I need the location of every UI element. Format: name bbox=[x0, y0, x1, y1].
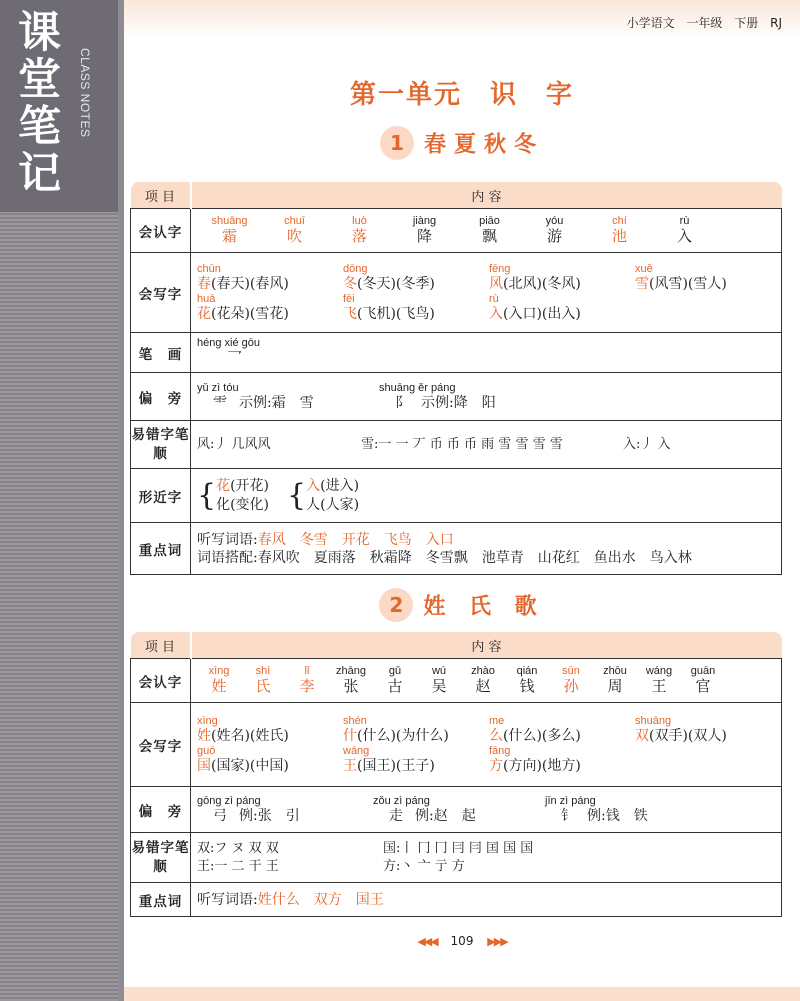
bottom-bar bbox=[124, 987, 800, 1001]
row-label: 笔 画 bbox=[131, 333, 191, 373]
char-pinyin: piāo bbox=[479, 215, 500, 227]
bihua-stroke: 乛 bbox=[227, 349, 243, 367]
write-words: (风雪)(雪人) bbox=[649, 275, 727, 292]
char-pinyin: rù bbox=[679, 215, 690, 227]
header-item: 项 目 bbox=[131, 182, 191, 209]
write-hanzi: 双 bbox=[635, 727, 649, 744]
write-line bbox=[489, 757, 635, 775]
similar-char: 化 bbox=[216, 496, 231, 513]
char-item bbox=[373, 665, 417, 696]
t2-pianpang bbox=[191, 787, 782, 833]
write-item bbox=[489, 715, 635, 745]
sidebar-stripes bbox=[0, 212, 118, 1001]
char-hanzi: 霜 bbox=[221, 227, 237, 245]
char-pinyin: shì bbox=[255, 665, 271, 677]
radical-example: 示例:霜 雪 bbox=[239, 394, 314, 411]
char-hanzi: 周 bbox=[607, 677, 623, 695]
stroke-order: 方:丶 亠 亍 方 bbox=[383, 858, 465, 874]
row-label: 重点词 bbox=[131, 523, 191, 575]
stroke-order-line bbox=[197, 840, 775, 858]
write-item bbox=[489, 263, 635, 293]
t1-xiezi bbox=[191, 253, 782, 333]
brace-icon: { bbox=[287, 477, 307, 513]
stroke-order: 王:一 二 干 王 bbox=[197, 858, 279, 874]
lesson-1-name: 春夏秋冬 bbox=[423, 132, 544, 158]
radical-char: 走 bbox=[389, 807, 403, 824]
write-pinyin: rù bbox=[489, 292, 499, 305]
write-pinyin: xìng bbox=[197, 714, 218, 727]
char-pinyin: guān bbox=[690, 665, 716, 677]
char-hanzi: 飘 bbox=[481, 227, 497, 245]
header-grade: 一年级 bbox=[686, 16, 723, 30]
header-volume: 下册 bbox=[734, 16, 759, 30]
dictation-word: 姓什么 bbox=[257, 891, 300, 908]
write-words: (国家)(中国) bbox=[211, 757, 289, 774]
char-item bbox=[262, 215, 327, 246]
char-item bbox=[329, 665, 373, 696]
sidebar-title: 课堂笔记 bbox=[18, 8, 61, 199]
char-item bbox=[241, 665, 285, 696]
radical-char: 弓 bbox=[213, 807, 227, 824]
similar-line bbox=[216, 477, 269, 496]
radical-char: 钅 bbox=[561, 807, 575, 824]
char-hanzi: 官 bbox=[695, 677, 711, 695]
char-hanzi: 王 bbox=[651, 677, 667, 695]
row-label: 易错字笔顺 bbox=[131, 421, 191, 469]
radical-pinyin: gōng zì páng bbox=[197, 794, 261, 807]
radical-line bbox=[373, 807, 545, 825]
similar-line bbox=[306, 496, 359, 515]
write-hanzi: 春 bbox=[197, 275, 211, 292]
dictation-label: 听写词语: bbox=[197, 531, 258, 548]
write-pinyin: fēng bbox=[489, 262, 511, 275]
write-words: (双手)(双人) bbox=[649, 727, 727, 744]
write-item bbox=[635, 715, 775, 745]
write-hanzi: 姓 bbox=[197, 727, 211, 744]
char-pinyin: wáng bbox=[645, 665, 673, 677]
t2-bishun bbox=[191, 833, 782, 883]
char-pinyin: xìng bbox=[208, 665, 230, 677]
char-hanzi: 降 bbox=[416, 227, 432, 245]
char-hanzi: 游 bbox=[546, 227, 562, 245]
similar-char: 人 bbox=[306, 496, 321, 513]
radical-example: 例:钱 铁 bbox=[587, 807, 648, 824]
char-pinyin: gǔ bbox=[388, 665, 402, 677]
header-edition: RJ bbox=[770, 16, 782, 30]
write-hanzi: 风 bbox=[489, 275, 503, 292]
write-words: (国王)(王子) bbox=[357, 757, 435, 774]
unit-title: 第一单元 识 字 bbox=[349, 80, 574, 110]
t1-renzi bbox=[191, 209, 782, 253]
write-pinyin: me bbox=[489, 714, 505, 727]
char-item bbox=[505, 665, 549, 696]
brace-icon: { bbox=[197, 477, 217, 513]
radical-char: ⻗ bbox=[213, 394, 227, 411]
dictation-word: 春风 bbox=[257, 531, 286, 548]
similar-word: (开花) bbox=[230, 477, 270, 494]
char-item bbox=[392, 215, 457, 246]
write-line bbox=[197, 727, 343, 745]
char-hanzi: 李 bbox=[299, 677, 315, 695]
dictation-word: 双方 bbox=[313, 891, 342, 908]
write-line bbox=[635, 727, 775, 745]
write-line bbox=[489, 305, 635, 323]
char-pinyin: qián bbox=[516, 665, 538, 677]
char-hanzi: 吹 bbox=[286, 227, 302, 245]
char-pinyin: jiàng bbox=[412, 215, 437, 227]
stroke-order: 双:フ ヌ 双 双 bbox=[197, 840, 279, 856]
char-item bbox=[461, 665, 505, 696]
write-line bbox=[197, 305, 343, 323]
dictation-word: 国王 bbox=[355, 891, 384, 908]
dictation-label: 听写词语: bbox=[197, 891, 258, 908]
similar-pair bbox=[216, 477, 269, 515]
write-hanzi: 什 bbox=[343, 727, 357, 744]
radical-item bbox=[545, 795, 705, 825]
dictation-word: 入口 bbox=[425, 531, 454, 548]
char-item bbox=[549, 665, 593, 696]
char-item bbox=[593, 665, 637, 696]
header-content: 内 容 bbox=[191, 632, 782, 659]
prev-arrows-icon: ◀◀◀ bbox=[417, 935, 437, 948]
char-pinyin: luò bbox=[352, 215, 367, 227]
t1-bishun bbox=[191, 421, 782, 469]
dictation-word: 飞鸟 bbox=[383, 531, 412, 548]
write-pinyin: shuāng bbox=[635, 714, 672, 727]
sidebar bbox=[0, 0, 118, 1001]
t1-xingjin bbox=[191, 469, 782, 523]
char-item bbox=[417, 665, 461, 696]
write-hanzi: 入 bbox=[489, 305, 503, 322]
radical-pinyin: zǒu zì páng bbox=[373, 794, 430, 807]
write-line bbox=[343, 727, 489, 745]
radical-line bbox=[197, 807, 373, 825]
char-pinyin: chí bbox=[612, 215, 627, 227]
row-label: 易错字笔顺 bbox=[131, 833, 191, 883]
write-pinyin: chūn bbox=[197, 262, 221, 275]
row-label: 形近字 bbox=[131, 469, 191, 523]
similar-word: (变化) bbox=[230, 496, 270, 513]
radical-example: 例:赵 起 bbox=[415, 807, 476, 824]
write-words: (冬天)(冬季) bbox=[357, 275, 435, 292]
char-hanzi: 入 bbox=[676, 227, 692, 245]
char-item bbox=[652, 215, 717, 246]
write-hanzi: 么 bbox=[489, 727, 503, 744]
radical-line bbox=[545, 807, 705, 825]
write-item bbox=[489, 293, 635, 323]
write-hanzi: 王 bbox=[343, 757, 357, 774]
char-pinyin: zhōu bbox=[603, 665, 627, 677]
bihua-pinyin: héng xié gōu bbox=[197, 337, 260, 349]
write-hanzi: 雪 bbox=[635, 275, 649, 292]
write-item bbox=[197, 745, 343, 775]
char-hanzi: 赵 bbox=[475, 677, 491, 695]
page-footer bbox=[124, 934, 800, 948]
t1-zhongdian bbox=[191, 523, 782, 575]
write-words: (方向)(地方) bbox=[503, 757, 581, 774]
radical-item bbox=[373, 795, 545, 825]
stroke-order: 入:丿 入 bbox=[623, 436, 671, 452]
char-pinyin: chuī bbox=[284, 215, 305, 227]
write-pinyin: shén bbox=[343, 714, 367, 727]
row-label: 重点词 bbox=[131, 883, 191, 917]
stroke-order-line bbox=[197, 858, 775, 876]
write-pinyin: huā bbox=[197, 292, 216, 305]
char-pinyin: yóu bbox=[545, 215, 564, 227]
write-pinyin: wáng bbox=[343, 744, 370, 757]
write-line bbox=[489, 275, 635, 293]
similar-group bbox=[197, 477, 269, 515]
write-pinyin: guó bbox=[197, 744, 216, 757]
row-label: 会认字 bbox=[131, 209, 191, 253]
sidebar-subtitle: CLASS NOTES bbox=[78, 48, 92, 138]
write-words: (花朵)(雪花) bbox=[211, 305, 289, 322]
similar-group bbox=[287, 477, 359, 515]
char-hanzi: 孙 bbox=[563, 677, 579, 695]
write-line bbox=[343, 275, 489, 293]
similar-char: 花 bbox=[216, 477, 231, 494]
char-hanzi: 吴 bbox=[431, 677, 447, 695]
dictation-word: 冬雪 bbox=[299, 531, 328, 548]
write-item bbox=[197, 263, 343, 293]
stroke-order: 雪:一 一 丆 币 币 币 雨 雪 雪 雪 雪 bbox=[361, 436, 563, 452]
page bbox=[124, 0, 800, 1001]
lesson-2-title bbox=[124, 588, 800, 622]
similar-word: (进入) bbox=[320, 477, 360, 494]
similar-line bbox=[306, 477, 359, 496]
lesson-1-title bbox=[124, 126, 800, 160]
sidebar-title-block bbox=[0, 0, 118, 212]
char-hanzi: 氏 bbox=[255, 677, 271, 695]
lesson-1-table bbox=[130, 182, 782, 575]
stroke-order: 国:丨 冂 冂 冃 冃 囯 国 国 bbox=[383, 840, 534, 856]
write-line bbox=[343, 305, 489, 323]
similar-pair bbox=[306, 477, 359, 515]
radical-pinyin: shuāng ěr páng bbox=[379, 381, 456, 394]
char-item bbox=[327, 215, 392, 246]
write-item bbox=[635, 263, 775, 293]
char-item bbox=[637, 665, 681, 696]
dapei-text: 春风吹 夏雨落 秋霜降 冬雪飘 池草青 山花红 鱼出水 鸟入林 bbox=[257, 549, 692, 566]
write-item bbox=[343, 745, 489, 775]
stroke-order: 风:丿 几风风 bbox=[197, 436, 271, 452]
lesson-1-number: 1 bbox=[380, 126, 414, 160]
radical-item bbox=[379, 382, 679, 412]
radical-pinyin: yǔ zì tóu bbox=[197, 381, 239, 394]
row-label: 偏 旁 bbox=[131, 373, 191, 421]
write-line bbox=[635, 275, 775, 293]
row-label: 偏 旁 bbox=[131, 787, 191, 833]
radical-char: 阝 bbox=[395, 394, 409, 411]
write-words: (飞机)(飞鸟) bbox=[357, 305, 435, 322]
page-header bbox=[619, 14, 782, 31]
write-words: (什么)(多么) bbox=[503, 727, 581, 744]
char-item bbox=[197, 665, 241, 696]
write-hanzi: 国 bbox=[197, 757, 211, 774]
similar-line bbox=[216, 496, 269, 515]
write-words: (入口)(出入) bbox=[503, 305, 581, 322]
t2-renzi bbox=[191, 659, 782, 703]
radical-item bbox=[197, 795, 373, 825]
char-hanzi: 钱 bbox=[519, 677, 535, 695]
write-words: (什么)(为什么) bbox=[357, 727, 449, 744]
char-pinyin: zhāng bbox=[336, 665, 366, 677]
char-pinyin: zhào bbox=[471, 665, 495, 677]
char-item bbox=[457, 215, 522, 246]
char-pinyin: lǐ bbox=[304, 665, 310, 677]
lesson-2-number: 2 bbox=[379, 588, 413, 622]
char-item bbox=[681, 665, 725, 696]
write-item bbox=[489, 745, 635, 775]
radical-line bbox=[379, 394, 679, 412]
t2-zhongdian bbox=[191, 883, 782, 917]
radical-example: 例:张 引 bbox=[239, 807, 300, 824]
char-hanzi: 池 bbox=[611, 227, 627, 245]
write-item bbox=[197, 293, 343, 323]
char-hanzi: 张 bbox=[343, 677, 359, 695]
char-hanzi: 古 bbox=[387, 677, 403, 695]
write-hanzi: 飞 bbox=[343, 305, 357, 322]
char-pinyin: sūn bbox=[562, 665, 580, 677]
write-hanzi: 方 bbox=[489, 757, 503, 774]
write-hanzi: 花 bbox=[197, 305, 211, 322]
write-words: (春天)(春风) bbox=[211, 275, 289, 292]
char-item bbox=[285, 665, 329, 696]
row-label: 会写字 bbox=[131, 703, 191, 787]
page-number: 109 bbox=[450, 934, 474, 948]
write-line bbox=[197, 275, 343, 293]
next-arrows-icon: ▶▶▶ bbox=[487, 935, 507, 948]
dapei-label: 词语搭配: bbox=[197, 549, 258, 566]
radical-line bbox=[197, 394, 379, 412]
header-content: 内 容 bbox=[191, 182, 782, 209]
write-pinyin: fāng bbox=[489, 744, 511, 757]
write-item bbox=[343, 715, 489, 745]
radical-example: 示例:降 阳 bbox=[421, 394, 496, 411]
write-pinyin: xuě bbox=[635, 262, 653, 275]
char-pinyin: shuāng bbox=[211, 215, 248, 227]
similar-char: 入 bbox=[306, 477, 321, 494]
write-hanzi: 冬 bbox=[343, 275, 357, 292]
write-item bbox=[197, 715, 343, 745]
similar-word: (人家) bbox=[320, 496, 360, 513]
char-hanzi: 姓 bbox=[211, 677, 227, 695]
write-words: (姓名)(姓氏) bbox=[211, 727, 289, 744]
char-pinyin: wú bbox=[431, 665, 447, 677]
radical-pinyin: jīn zì páng bbox=[545, 794, 596, 807]
lesson-2-name: 姓 氏 歌 bbox=[423, 594, 545, 620]
write-item bbox=[343, 263, 489, 293]
char-item bbox=[197, 215, 262, 246]
write-line bbox=[197, 757, 343, 775]
row-label: 会写字 bbox=[131, 253, 191, 333]
t2-xiezi bbox=[191, 703, 782, 787]
lesson-2-table bbox=[130, 632, 782, 917]
write-line bbox=[489, 727, 635, 745]
header-subject: 小学语文 bbox=[626, 16, 675, 30]
t1-bihua bbox=[191, 333, 782, 373]
write-words: (北风)(冬风) bbox=[503, 275, 581, 292]
radical-item bbox=[197, 382, 379, 412]
header-item: 项 目 bbox=[131, 632, 191, 659]
t1-pianpang bbox=[191, 373, 782, 421]
write-item bbox=[343, 293, 489, 323]
write-pinyin: fēi bbox=[343, 292, 355, 305]
char-hanzi: 落 bbox=[351, 227, 367, 245]
dictation-word: 开花 bbox=[341, 531, 370, 548]
write-pinyin: dōng bbox=[343, 262, 368, 275]
row-label: 会认字 bbox=[131, 659, 191, 703]
char-item bbox=[587, 215, 652, 246]
write-line bbox=[343, 757, 489, 775]
char-item bbox=[522, 215, 587, 246]
